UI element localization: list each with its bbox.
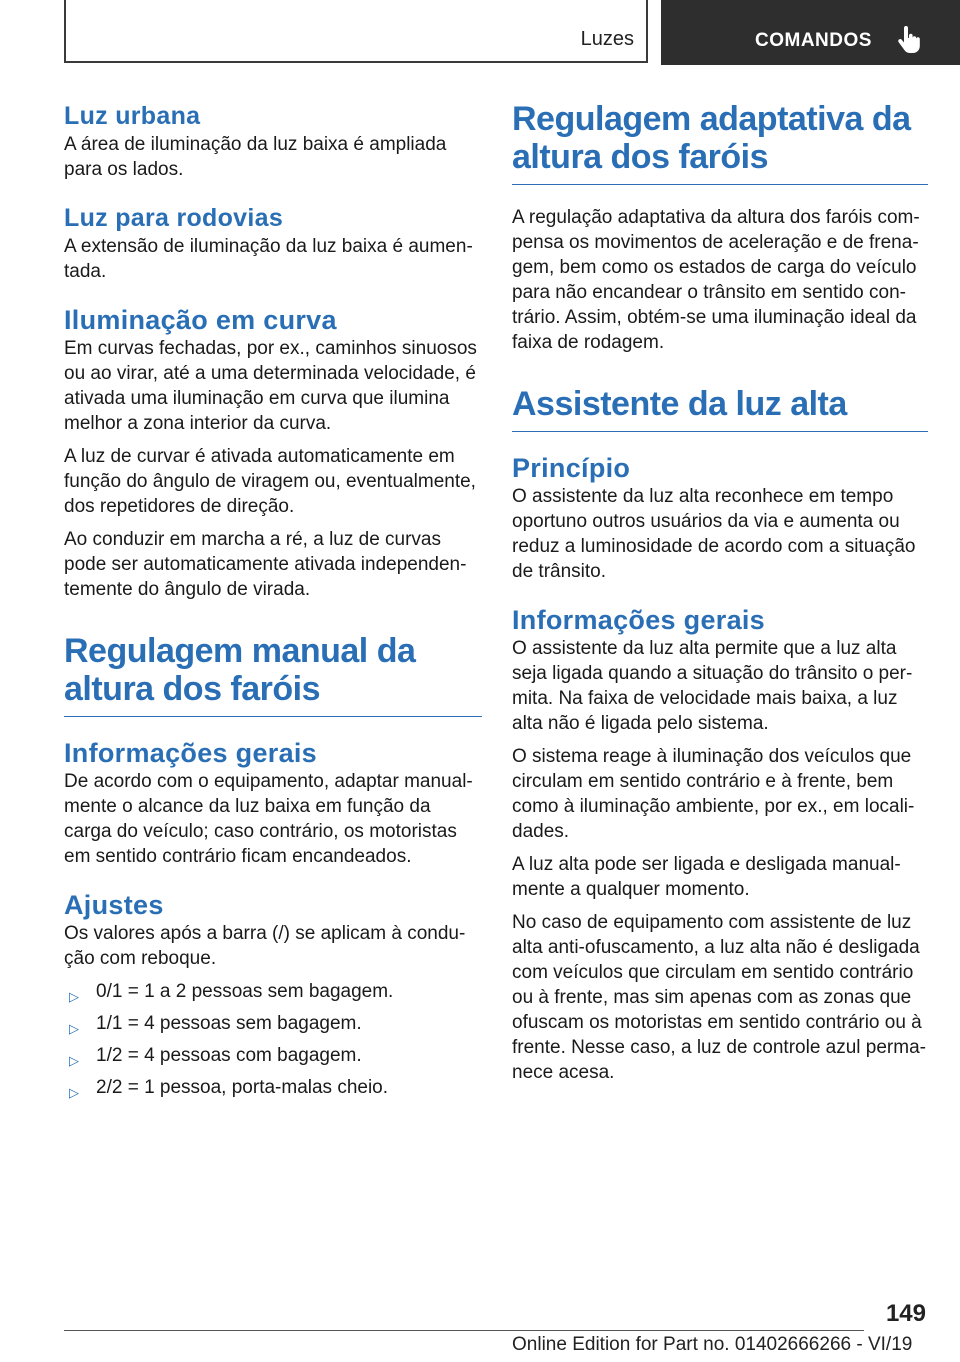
triangle-bullet-icon: ▷ [69,1021,79,1036]
header-section-box [64,0,648,63]
footer-divider [64,1330,864,1331]
list-item: ▷ 2/2 = 1 pessoa, porta-malas cheio. [64,1075,482,1100]
text-curva-3: Ao conduzir em marcha a ré, a luz de curvas pode ser automaticamente ativada independentemente do ângulo de virada. [64,529,467,600]
text-assistente-2: O sistema reage à iluminação dos veículos que circulam em sentido contrário e à frente, bem como à iluminação ambiente, por ex., em localidades. [512,746,915,842]
text-assistente-4: No caso de equipamento com assistente de luz alta anti-ofuscamento, a luz alta não é desligada com veículos que circulam em sentido contrário ou à frente, mas sim apenas com as zonas que ofuscam os motoristas em sentido contrário ou à frente. Nesse caso, a luz de controle azul permanece acesa. [512,912,926,1083]
list-item: ▷ 0/1 = 1 a 2 pessoas sem bagagem. [64,979,482,1004]
text-assistente-1: O assistente da luz alta permite que a luz alta seja ligada quando a situação do trânsito o permita. Na faixa de velocidade mais baixa, a luz alta não é ligada pelo sistema. [512,638,913,734]
text-curva-2: A luz de curvar é ativada automaticamente em função do ângulo de viragem ou, eventualmente, dos repetidores de direção. [64,446,476,517]
heading-regulagem-adaptativa: Regulagem adaptativa da altura dos faróis [512,100,928,185]
triangle-bullet-icon: ▷ [69,1085,79,1100]
text-principio: O assistente da luz alta reconhece em tempo oportuno outros usuários da via e aumenta ou reduz a luminosidade de acordo com a situação de trânsito. [512,486,916,582]
header-section-title: Luzes [580,28,634,50]
heading-ajustes: Ajustes [64,890,164,920]
text-ajustes: Os valores após a barra (/) se aplicam à condução com reboque. [64,923,466,969]
hand-pointer-icon [897,26,921,54]
heading-luz-urbana: Luz urbana [64,102,201,130]
heading-regulagem-manual: Regulagem manual da altura dos faróis [64,632,482,717]
text-curva-1: Em curvas fechadas, por ex., caminhos sinuosos ou ao virar, até a uma determinada velocidade, é ativada uma iluminação em curva que ilumina melhor a zona interior da curva. [64,338,477,434]
text-assistente-3: A luz alta pode ser ligada e desligada manualmente a qualquer momento. [512,854,901,900]
list-item: ▷ 1/2 = 4 pessoas com bagagem. [64,1043,482,1068]
triangle-bullet-icon: ▷ [69,1053,79,1068]
right-column [512,100,928,1085]
header-chapter-tab [661,0,960,65]
heading-informacoes-gerais-assistente: Informações gerais [512,605,766,635]
heading-informacoes-gerais-manual: Informações gerais [64,738,318,768]
heading-luz-rodovias: Luz para rodovias [64,204,284,232]
text-regulagem-adaptativa: A regulação adaptativa da altura dos faróis compensa os movimentos de aceleração e de frenagem, bem como os estados de carga do veículo para não encandear o trânsito em sentido contrário. Assim, obtém-se uma iluminação ideal da faixa de rodagem. [512,207,920,353]
text-informacoes-gerais-manual: De acordo com o equipamento, adaptar manualmente o alcance da luz baixa em função da carga do veículo; caso contrário, os motoristas em sentido contrário ficam encandeados. [64,771,473,867]
heading-iluminacao-curva: Iluminação em curva [64,305,337,335]
triangle-bullet-icon: ▷ [69,989,79,1004]
text-luz-rodovias: A extensão de iluminação da luz baixa é aumentada. [64,236,473,282]
header-chapter-title: COMANDOS [755,30,872,51]
heading-assistente-luz-alta: Assistente da luz alta [512,385,928,432]
text-luz-urbana: A área de iluminação da luz baixa é ampliada para os lados. [64,134,447,180]
heading-principio: Princípio [512,453,631,483]
footer-edition: Online Edition for Part no. 01402666266 - VI/19 [512,1334,913,1355]
list-item: ▷ 1/1 = 4 pessoas sem bagagem. [64,1011,482,1036]
page-number: 149 [885,1300,926,1327]
ajustes-list [64,979,482,1100]
left-column [64,100,482,1107]
